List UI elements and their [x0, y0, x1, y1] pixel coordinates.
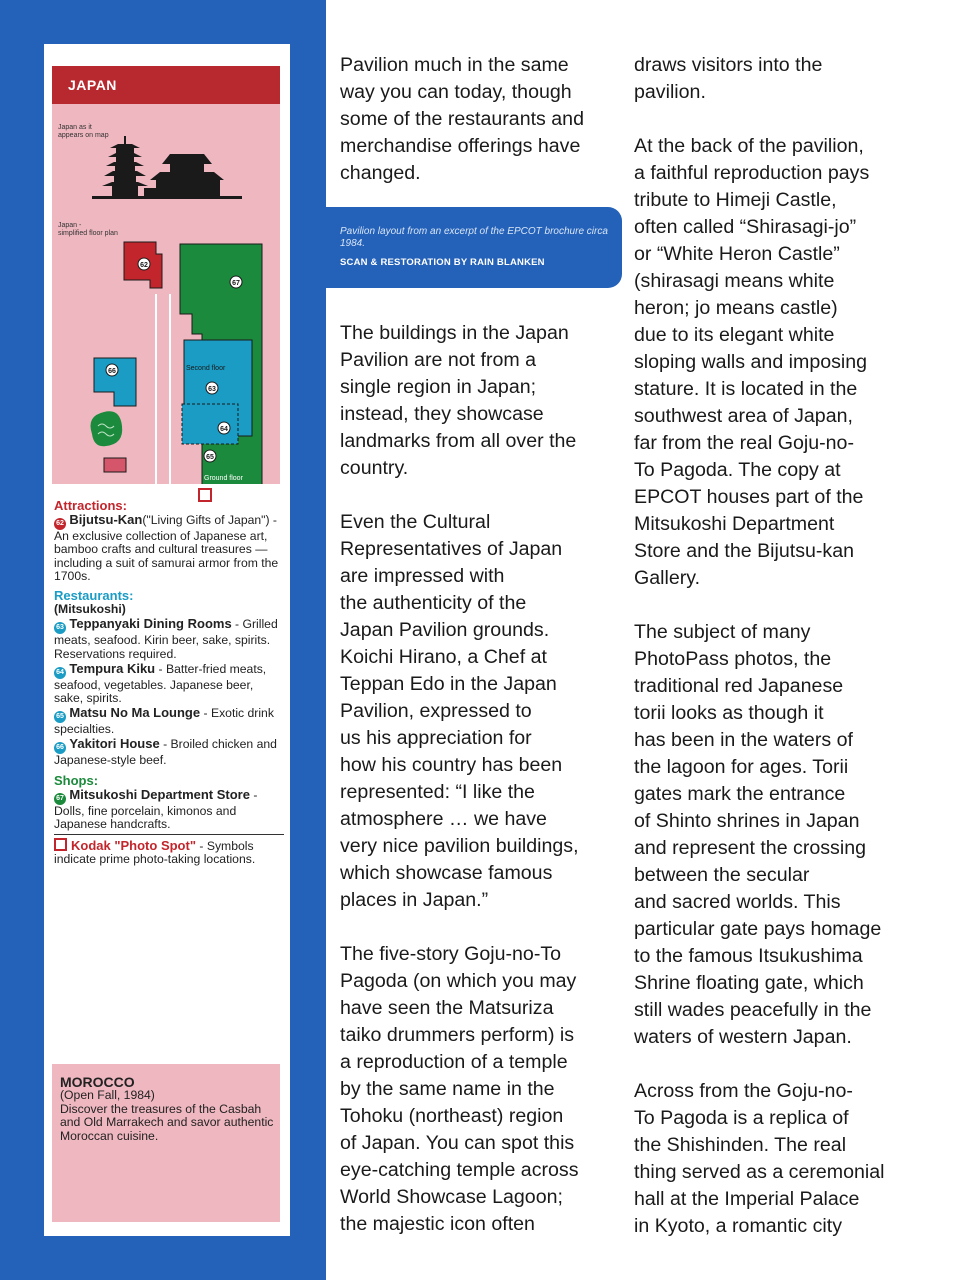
- restaurant-desc: - Broiled chicken and Japanese-style beef.: [54, 737, 277, 768]
- number-67-icon: 67: [54, 793, 66, 805]
- map-number-67: 67: [232, 280, 240, 287]
- kodak-name: Kodak "Photo Spot": [71, 838, 196, 854]
- article-col2: [634, 52, 934, 1267]
- map-small-building: [104, 458, 126, 472]
- brochure-scan: [44, 44, 290, 1236]
- article-col1-top: [340, 52, 620, 214]
- kodak-item: [54, 838, 284, 866]
- caption-text: Pavilion layout from an excerpt of the EPCOT brochure circa 1984.: [340, 226, 608, 249]
- morocco-sub: (Open Fall, 1984): [60, 1088, 155, 1103]
- morocco-title: MOROCCO: [60, 1074, 135, 1090]
- morocco-desc: Discover the treasures of the Casbah and Old Marrakech and savor authentic Moroccan cuisine.: [60, 1101, 274, 1143]
- attraction-name: Bijutsu-Kan: [69, 512, 143, 528]
- restaurant-name: Matsu No Ma Lounge: [69, 705, 201, 721]
- kodak-square-icon: [54, 838, 67, 851]
- japan-header-bar: [52, 66, 280, 104]
- kodak-desc: - Symbols indicate prime photo-taking locations.: [54, 839, 256, 867]
- japan-header-title: JAPAN: [68, 77, 117, 93]
- shops-heading: Shops:: [54, 772, 99, 788]
- shop-item: [54, 788, 284, 831]
- caption-credit: SCAN & RESTORATION BY RAIN BLANKEN: [340, 257, 545, 268]
- second-floor-label: Second floor: [186, 365, 226, 372]
- shop-name: Mitsukoshi Department Store: [69, 786, 250, 802]
- restaurants-sub: (Mitsukoshi): [54, 602, 126, 617]
- restaurant-item: [54, 706, 284, 736]
- article-paragraph: The subject of many PhotoPass photos, the traditional red Japanese torii looks as though it has been in the waters of the lagoon for ages. Torii gates mark the entrance of Shinto shrines in Japan and represent the crossing between the secular and sacred worlds. This particular gate pays homage to the famous Itsukushima Shrine floating gate, which still wades peacefully in the waters of western Japan.: [634, 621, 882, 1048]
- map-number-62: 62: [140, 262, 148, 269]
- article-paragraph: Across from the Goju-no- To Pagoda is a replica of the Shishinden. The real thing served as a ceremonial hall at the Imperial Palace in Kyoto, a romantic city: [634, 1080, 885, 1237]
- map-label-plan: Japan - simplified floor plan: [58, 222, 118, 237]
- number-65-icon: 65: [54, 711, 66, 723]
- restaurant-item: [54, 737, 284, 767]
- restaurant-item: [54, 617, 284, 660]
- restaurant-name: Tempura Kiku: [69, 660, 156, 676]
- restaurants-heading: Restaurants:: [54, 588, 134, 604]
- floor-plan-map: [52, 104, 280, 484]
- pagoda-illustration: [102, 136, 148, 196]
- map-garden: [91, 411, 123, 446]
- article-paragraph: Pavilion much in the same way you can today, though some of the restaurants and merchandise offerings have changed.: [340, 54, 584, 184]
- map-number-64: 64: [220, 426, 228, 433]
- restaurant-desc: - Batter-fried meats, seafood, vegetables. Japanese beer, sake, spirits.: [54, 661, 267, 706]
- shop-desc: - Dolls, fine porcelain, kimonos and Japanese handcrafts.: [54, 787, 258, 832]
- legend-divider: [54, 834, 284, 835]
- restaurant-item: [54, 662, 284, 705]
- article-paragraph: The five-story Goju-no-To Pagoda (on which you may have seen the Matsuriza taiko drummers perform) is a reproduction of a temple by the same name in the Tohoku (northeast) region of Japan. You can spot this eye-catching temple across World Showcase Lagoon; the majestic icon often: [340, 943, 579, 1235]
- attraction-desc: ("Living Gifts of Japan") - An exclusive collection of Japanese art, bamboo crafts and cultural treasures — including a suit of samurai armor from the 1700s.: [54, 513, 279, 583]
- article-paragraph: Even the Cultural Representatives of Japan are impressed with the authenticity of the Japan Pavilion grounds. Koichi Hirano, a Chef at Teppan Edo in the Japan Pavilion, expressed to us his appreciation for how his country has been represented: “I like the atmosphere … we have very nice pavilion buildings, which showcase famous places in Japan.”: [340, 511, 579, 911]
- article-paragraph: draws visitors into the pavilion.: [634, 54, 823, 103]
- map-number-65: 65: [206, 454, 214, 461]
- article-paragraph: The buildings in the Japan Pavilion are not from a single region in Japan; instead, they showcase landmarks from all over the country.: [340, 322, 577, 479]
- restaurant-desc: - Exotic drink specialties.: [54, 706, 274, 737]
- map-label-top: Japan as it appears on map: [58, 124, 109, 139]
- ground-floor-label: Ground floor: [204, 475, 243, 482]
- number-64-icon: 64: [54, 667, 66, 679]
- restaurant-name: Yakitori House: [69, 736, 160, 752]
- map-number-66: 66: [108, 368, 116, 375]
- article-col1: [340, 320, 620, 1265]
- image-caption: [320, 207, 622, 288]
- brochure-legend: [54, 499, 284, 868]
- restaurant-name: Teppanyaki Dining Rooms: [69, 616, 232, 632]
- article-paragraph: At the back of the pavilion, a faithful reproduction pays tribute to Himeji Castle, often called “Shirasagi-jo” or “White Heron Castle” (shirasagi means white heron; jo means castle) due to its elegant white sloping walls and imposing stature. It is located in the southwest area of Japan, far from the real Goju-no- To Pagoda. The copy at EPCOT houses part of the Mitsukoshi Department Store and the Bijutsu-kan Gallery.: [634, 135, 870, 589]
- map-building-64-65: [182, 404, 238, 444]
- attraction-item: [54, 513, 284, 583]
- morocco-box: [52, 1064, 280, 1222]
- attractions-heading: Attractions:: [54, 498, 127, 513]
- number-62-icon: 62: [54, 518, 66, 530]
- restaurant-desc: - Grilled meats, seafood. Kirin beer, sake, spirits. Reservations required.: [54, 617, 278, 661]
- map-number-63: 63: [208, 386, 216, 393]
- number-66-icon: 66: [54, 742, 66, 754]
- number-63-icon: 63: [54, 622, 66, 634]
